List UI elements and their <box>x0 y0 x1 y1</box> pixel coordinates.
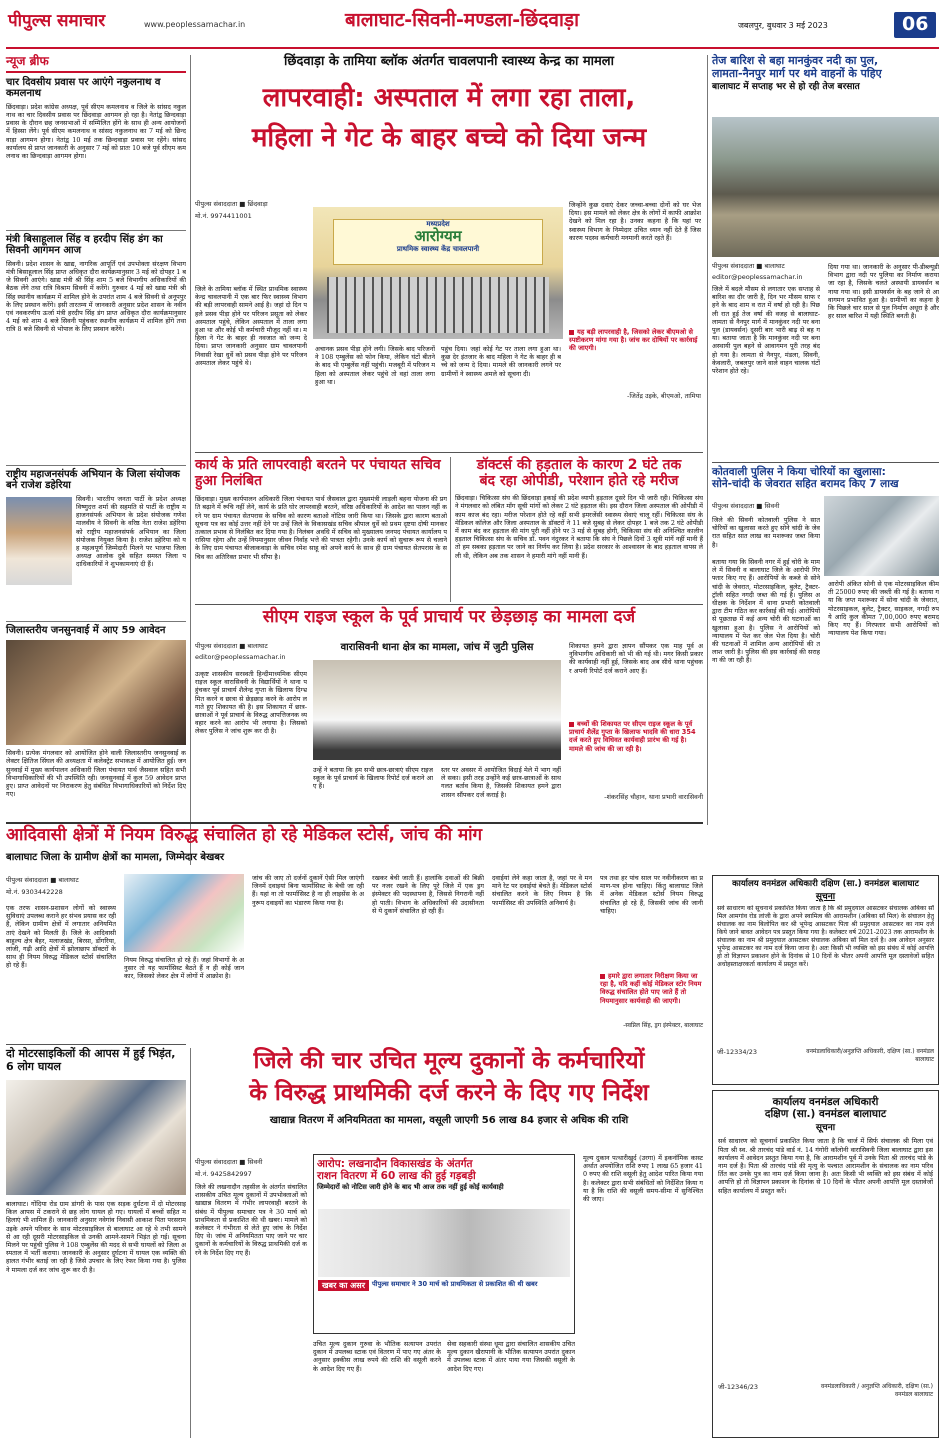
medical-mobile: मो.नं. 9303442228 <box>6 888 63 896</box>
lead-quote-by: -जितेंद्र उइके, बीएमओ, तामिया <box>626 392 701 400</box>
notice-1-signature: वनमंडलाधिकारी/अनुज्ञप्ति अधिकारी, दक्षिण (सा.) वनमंडल बालाघाट <box>806 1048 934 1063</box>
clip-text: पीपुल्स समाचार ने 30 मार्च को प्राथमिकता से प्रकाशित की थी खबर <box>372 1280 538 1288</box>
bike-headline: दो मोटरसाइकिलों की आपस में हुई भिड़ंत, 6 लोग घायल <box>6 1047 176 1073</box>
clip-label: खबर का असर <box>318 1280 369 1291</box>
brief-4-body: सिवनी। प्रत्येक मंगलवार को आयोजित होने वाली जिलास्तरीय जनसुनवाई कलेक्टर क्षितिज सिंघल की अध्यक्षता में कलेक्ट्रेट सभाकक्ष में आयोजित हुई। जनसुनवाई में मुख्य कार्यपालन अधिकारी जिला पंचायत पार्थ जैसवाल सहित सभी विभागाधिकारियों की भी उपस्थिति रही। जनसुनवाई में कुल 59 आवेदन प्राप्त हुए। प्राप्त आवेदनों पर निराकरण हेतु संबंधित विभागाधिकारियों को निर्देश दिए गए। <box>6 749 186 799</box>
hospital-photo <box>313 207 563 339</box>
cm-rise-byline: पीपुल्स संवाददाता ■ बालाघाट <box>195 642 268 650</box>
kotwali-story <box>712 466 939 871</box>
quote-marker-icon <box>600 974 605 979</box>
cm-rise-sub: वारासिवनी थाना क्षेत्र का मामला, जांच में जुटी पुलिस <box>340 642 534 653</box>
masthead-logo: पीपुल्स समाचार <box>8 11 106 31</box>
ration-col-3: सेवा सहकारी संस्था धूमा द्वारा संचालित शासकीय उचित मूल्य दुकान खैरापानी के भौतिक सत्यापन उपरांत दुकान में उपलब्ध स्टाक में अंतर पाया गया जिसकी वसूली के आदेश दिए गए। <box>447 1340 575 1373</box>
clipping-photo <box>318 1209 570 1277</box>
masthead-rule <box>6 47 939 49</box>
cm-rise-quote <box>569 720 703 753</box>
divider-panchayat <box>195 452 703 453</box>
students-photo <box>313 660 561 760</box>
divider-medical <box>6 822 703 824</box>
opd-headline-2: बंद रहा ओपीडी, परेशान होते रहे मरीज <box>479 473 679 490</box>
medical-col-6: पत्र तथा हर पांच साल पर नवीनीकरण का प्रमाण-पत्र होना चाहिए। किंतु बालाघाट जिले में अनेक मेडिकल स्टोर्स नियम विरुद्ध संचालित हो रहे हैं, जिसकी जांच की जानी चाहिए। <box>600 874 703 915</box>
opd-headline-1: डॉक्टर्स की हड़ताल के कारण 2 घंटे तक <box>476 457 682 473</box>
lead-col-1: जिले के तामिया ब्लॉक में स्थित प्राथमिक स्वास्थ्य केन्द्र चावलपानी में एक बार फिर स्वास्थ्य विभाग की बड़ी लापरवाही सामने आई है। जहां दो दिन पहले प्रसव पीड़ा होने पर परिजन प्रसूता को लेकर अस्पताल पहुंचे, लेकिन अस्पताल में ताला लगा हुआ था और कोई भी कर्मचारी मौजूद नहीं था। महिला ने गेट के बाहर ही नवजात को जन्म दे दिया। प्राप्त जानकारी अनुसार ग्राम चावलपानी निवासी रेखा धुर्वे को प्रसव पीड़ा होने पर परिजन अस्पताल लेकर पहुंचे थे। <box>195 285 307 367</box>
brief-1-title: चार दिवसीय प्रवास पर आएंगे नकुलनाथ व कमलनाथ <box>6 76 161 100</box>
cm-rise-col-1: उत्कृष्ट शासकीय सरस्वती हिन्दीमाध्यमिक सीएम राइज स्कूल वारासिवनी के विद्यार्थियों ने थाना पहुंचकर पूर्व प्राचार्य शैलेन्द्र गुप्ता के खिलाफ दिग्भ्रमित करने व छात्रा से छेड़छाड़ करने के आरोप लगाते हुए शिकायत की है। इस शिकायत में छात्र-छात्राओं ने पूर्व प्राचार्य के विरुद्ध आपत्तिजनक व्यवहार करने का आरोप भी लगाया है। जिसको लेकर पुलिस ने जांच शुरू कर दी है। <box>195 670 307 736</box>
panchayat-story <box>195 457 447 602</box>
inset-sub: जिम्मेदारों को नोटिस जारी होने के बाद भी आज तक नहीं हुई कोई कार्यवाही <box>317 1183 504 1192</box>
jansunwai-photo <box>6 640 186 745</box>
opd-body: छिंदवाड़ा। चिकित्सा संघ की छिंदवाड़ा इकाई की प्रदेश व्यापी हड़ताल दूसरे दिन भी जारी रही। चिकित्सा संघ ने मंगलवार को लंबित माँग सूची मांगों को लेकर 2 घंटे हड़ताल की। इस दौरान जिला अस्पताल की ओपीडी में काम काज बंद रहा। मरीज परेशान होते रहे वहीं सभी इमरजेंसी स्वास्थ्य सेवाएं चालू रहीं। चिकित्सा संघ के मेडिकल कॉलेज और जिला अस्पताल के डॉक्टरों ने 11 बजे सुबह से लेकर दोपहर 1 बजे तक 2 घंटे ओपीडी में काम बंद कर हड़ताल की मांग पूरी नहीं होने पर 3 मई से सुबह होगी, चिकित्सा संघ की अनिश्चित कालीन हड़ताल चिकित्सा संघ के सचिव डॉ. पवन नंदुरकर ने बताया कि संघ ने पिछले दिनों 3 सूत्री मांगें नहीं मानी हैं तो हम सबका हड़ताल पर जाने का निर्णय कर लिया है। प्रदेश सरकार के आश्वासन के बाद हड़ताल वापस ले ली थी, लेकिन अब तक शासन ने हमारी मांगे नहीं मानी हैं। <box>455 494 703 560</box>
rain-story <box>712 55 939 460</box>
notice-2-body: सर्व साधारण को सूचनार्थ प्रकाशित किया जाता है कि चार्ज में सिर्फ संचालक श्री मिला एवं पिता श्री स्व. श्री तारचंद पांडे वार्ड नं. 14 गंगोरी कॉलोनी वारासिवनी जिला बालाघाट द्वारा इस कार्यालय में आवेदन प्रस्तुत किया गया है, कि आरामशीन पूर्व में उनके पिता श्री तारचंद पांडे के नाम दर्ज है। पिता श्री तारचंद पांडे की मृत्यु के पश्चात आरामशीन के संचालक का नाम परिवर्तित कर उनके पुत्र का नाम दर्ज किया जाना है। अतः किसी भी व्यक्ति को इस संबंध में कोई आपत्ति हो तो विज्ञापन प्रकाशन के दिनांक से 10 दिनों के भीतर अपनी आपत्ति मूल दस्तावेजों सहित कार्यालय में प्रस्तुत करें। <box>718 1137 933 1195</box>
quote-marker-icon <box>569 722 574 727</box>
medical-byline: पीपुल्स संवाददाता ■ बालाघाट <box>6 876 79 884</box>
lead-quote <box>569 328 701 353</box>
cm-rise-quote-by: -शंकरसिंह चौहान, थाना प्रभारी वारासिवनी <box>604 793 703 801</box>
medical-col-4: रखकर बेची जाती हैं। हालांकि दवाओं की बिक्री पर नजर रखने के लिए पूरे जिले में एक ड्रग इंस्पेक्टर की पदस्थापना है, जिससे निगरानी नहीं हो पाती। विभाग के अधिकारियों की उदासीनता से ये दुकानें संचालित हो रही हैं। <box>372 874 484 915</box>
notice-2-subtitle: सूचना <box>815 1123 836 1134</box>
lead-quote-text: यह बड़ी लापरवाही है, जिसको लेकर बीएमओ से स्पष्टीकरण मांगा गया है। जांच कर दोषियों पर कार्रवाई की जाएगी। <box>569 328 698 353</box>
notice-2-signature: वनमंडलाधिकारी / अनुज्ञप्ति अधिकारी, दक्षिण (सा.) वनमंडल बालाघाट <box>820 1383 933 1399</box>
rain-email: editor@peoplessamachar.in <box>712 273 803 281</box>
lead-byline: पीपुल्स संवाददाता ■ छिंदवाड़ा <box>195 200 268 208</box>
seized-items-photo <box>824 496 939 576</box>
kotwali-headline-1: कोतवाली पुलिस ने किया चोरियों का खुलासा: <box>712 466 886 478</box>
brief-2-body: सिवनी। प्रदेश शासन के खाद्य, नागरिक आपूर्ति एवं उपभोक्ता संरक्षण विभाग मंत्री बिसाहूलाल सिंह प्राप्त अधिकृत दौरा कार्यक्रमानुसार 3 मई को दोपहर 1 बजे सिवनी आएंगे। खाद्य मंत्री श्री सिंह शाम 5 बजे विभागीय अधिकारियों की बैठक लेंगे तथा रात्रि विश्राम सिवनी में करेंगे। गुरुवार 4 मई को खाद्य मंत्री श्री सिंह स्थानीय कार्यक्रम में शामिल होने के उपरांत शाम 4 बजे सिवनी से अनूपपुर के लिए प्रस्थान करेंगे। इसी तारतम्य में जानकारी अनुसार प्रदेश शासन के नवीन एवं नवकरणीय ऊर्जा मंत्री हरदीप सिंह डंग प्राप्त अधिकृत दौरा कार्यक्रमानुसार 4 मई को शाम 4 बजे सिवनी पहुंचकर स्थानीय कार्यक्रम में शामिल होंगे तथा रात्रि 8 बजे सिवनी से भोपाल के लिए प्रस्थान करेंगे। <box>6 259 186 334</box>
rain-headline: लामता-नैनपुर मार्ग पर थमे वाहनों के पहिए <box>712 66 882 80</box>
accident-photo <box>6 1080 186 1195</box>
lead-kicker: छिंदवाड़ा के तामिया ब्लॉक अंतर्गत चावलपानी स्वास्थ्य केन्द्र का मामला <box>284 54 614 69</box>
medical-sub: बालाघाट जिला के ग्रामीण क्षेत्रों का मामला, जिम्मेदार बेखबर <box>6 851 225 863</box>
panchayat-body: छिंदवाड़ा। मुख्य कार्यपालन अधिकारी जिला पंचायत पार्थ जैसवाल द्वारा मुख्यमंत्री लाड़ली बहना योजना की प्रगति बढ़ाने में रूचि नहीं लेने, कार्य के प्रति घोर लापरवाही बरतने, वरिष्ठ अधिकारियों के आदेश का पालन नहीं करने पर ग्राम पंचायत सेतपरास के सचिव को कारण बताओ नोटिस जारी किया था। जिसके द्वारा कारण बताओ सूचना पत्र का कोई उत्तर नहीं देने पर उन्हें जिले के विकासखंड सचिव श्रीपाल धुर्वे को प्रथम दृष्टया दोषी मानकर तत्काल प्रभाव से निलंबित कर दिया गया है। निलंबन अवधि में सचिव को मुख्यालय जनपद पंचायत कार्यालय परासिया रहेगा और उन्हें नियमानुसार जीवन निर्वाह भत्ते की पात्रता रहेगी। उनके कार्य को सुचारू रूप से चलाने के लिए ग्राम पंचायत बीजाकवाड़ा के सचिव रमेश साहू को अपने कार्य के साथ ही ग्राम पंचायत सेतपरास के सचिव का अतिरिक्त प्रभार भी सौंपा है। <box>195 495 447 561</box>
rajesh-daheria-photo <box>6 497 72 585</box>
notice-1-title: कार्यालय वनमंडल अधिकारी दक्षिण (सा.) वनमंडल बालाघाट <box>732 879 919 889</box>
medical-quote-by: -स्वप्निल सिंह, ड्रग इंस्पेक्टर, बालाघाट <box>623 1022 703 1029</box>
lead-col-2: अचानक प्रसव पीड़ा होने लगी। जिसके बाद परिजनों ने 108 एम्बुलेंस को फोन किया, लेकिन घंटों बीतने के बाद भी एम्बुलेंस नहीं पहुंची। मजबूरी में परिजन महिला को अस्पताल लेकर पहुंचे तो वहां ताला लगा हुआ था। <box>315 345 435 386</box>
brief-3-body: सिवनी। भारतीय जनता पार्टी के प्रदेश अध्यक्ष विष्णुदत्त शर्मा की सहमति से पार्टी के राष्ट्रीय महाजनसंपर्क अभियान के प्रदेश संयोजक गणेश मालवीय ने सिवनी के वरिष्ठ नेता राजेश डहेरिया को राष्ट्रीय महाजनसंपर्क अभियान का जिला संयोजक नियुक्त किया है। राजेश डहेरिया को यह महत्वपूर्ण जिम्मेदारी मिलने पर भाजपा जिला अध्यक्ष आलोक दुबे सहित समस्त जिला पदाधिकारियों ने शुभकामनाएं दी हैं। <box>76 494 186 569</box>
divider-bike <box>6 1044 186 1045</box>
inset-headline: राशन वितरण में 60 लाख की हुई गड़बड़ी <box>317 1170 476 1183</box>
notice-1-subtitle: सूचना <box>815 891 836 902</box>
brief-2-title: मंत्री बिसाहूलाल सिंह व हरदीप सिंह डंग का सिवनी आगमन आज <box>6 230 186 257</box>
medicine-photo <box>124 874 244 952</box>
ration-headline-2: के विरुद्ध प्राथमिकी दर्ज करने के दिए गए निर्देश <box>249 1080 649 1107</box>
ration-col-4: मूल्य दुकान पत्थारीखुर्द (उरगा) में इकनॉमिक कास्ट अर्थात अपयोजित राशि रुपए 1 लाख 65 हजार 410 रुपए की राशि वसूली हेतु आदेश पारित किया गया है। कलेक्टर द्वारा सभी संबंधितों को निर्देशित किया गया है कि राशि की वसूली समय-सीमा में सुनिश्चित की जाए। <box>583 1154 703 1203</box>
ration-col-2: उचित मूल्य दुकान गुरुवा के भौतिक सत्यापन उपरांत दुकान में उपलब्ध स्टाक एवं वितरण में पाए गए अंतर के अनुसार इक्कीस लाख रुपये की राशि की वसूली करने के आदेश दिए गए हैं। <box>313 1340 441 1373</box>
sign-line-1: मध्यप्रदेश <box>426 220 450 228</box>
opd-story <box>455 457 703 602</box>
ration-col-1: जिले की लखनादौन तहसील के अंतर्गत संचालित शासकीय उचित मूल्य दुकानों में उपभोक्ताओं को खाद्यान्न वितरण में गंभीर लापरवाही बरतने के संबंध में पीपुल्स समाचार पत्र ने 30 मार्च को प्राथमिकता से प्रकाशित की थी खबर। मामले को कलेक्टर ने गंभीरता से लेते हुए जांच के निर्देश दिए थे। जांच में अनियमितता पाए जाने पर चार दुकानों के कर्मचारियों के विरुद्ध प्राथमिकी दर्ज करने के निर्देश दिए गए हैं। <box>195 1183 307 1257</box>
divider-panchayat-opd <box>450 457 451 602</box>
medical-quote <box>600 972 703 1005</box>
medical-headline: आदिवासी क्षेत्रों में नियम विरुद्ध संचालित हो रहे मेडिकल स्टोर्स, जांच की मांग <box>6 825 483 845</box>
bridge-photo <box>712 117 939 257</box>
page-number: 06 <box>894 12 936 38</box>
cm-rise-quote-text: बच्चों की शिकायत पर सीएम राइज स्कूल के पूर्व प्राचार्य शैलेंद्र गुप्ता के खिलाफ भादवि की धारा 354 दर्ज करते हुए विधिवत कार्यवाही प्रारंभ की गई है। मामले की जांच की जा रही है। <box>569 720 696 753</box>
divider-bike-ration <box>190 1048 191 1438</box>
bike-body: बालाघाट। गोंदिया रोड ग्राम डांगरी के पास एक सड़क दुर्घटना में दो मोटरसाइकिल आपस में टकराने से छह लोग घायल हो गए। घायलों में बच्चों सहित महिलाएं भी शामिल हैं। जानकारी अनुसार नवेगांव निवासी आकाश पिता परसराम उइके अपने परिवार के साथ मोटरसाइकिल से बालाघाट आ रहे थे तभी सामने से आ रही दूसरी मोटरसाइकिल से उनकी आमने-सामने भिड़ंत हो गई। सूचना मिलने पर पहुंची पुलिस ने 108 एम्बुलेंस की मदद से सभी घायलों को जिला अस्पताल में भर्ती कराया। जानकारी के अनुसार दुर्घटना में घायल एक व्यक्ति की हालत गंभीर बताई जा रही है जिसे उपचार के लिए रेफर किया गया है। पुलिस ने मामला दर्ज कर जांच शुरू कर दी है। <box>6 1200 186 1274</box>
notice-2-title-2: दक्षिण (सा.) वनमंडल बालाघाट <box>764 1108 887 1121</box>
medical-story <box>6 826 703 1040</box>
cm-rise-headline: सीएम राइज स्कूल के पूर्व प्राचार्य पर छेड़छाड़ का मामला दर्ज <box>262 607 636 627</box>
lead-mobile: मो.नं. 9974411001 <box>195 212 252 220</box>
medical-col-2: नियम विरुद्ध संचालित हो रहे हैं। जहां विभागों के अनुसार तो यह फार्मासिस्ट बैठते हैं न ही कोई जानकार, जिसको लेकर क्षेत्र में लोगों में आक्रोश है। <box>124 956 244 981</box>
rain-sub: बालाघाट में सप्ताह भर से हो रही तेज बरसात <box>712 82 860 93</box>
lead-col-3: पहुंच दिया। जहां कोई गेट पर ताला लगा हुआ था। कुछ देर इंतजार के बाद महिला ने गेट के बाहर ही बच्चे को जन्म दे दिया। मामले की जानकारी लगने पर ग्रामीणों ने स्वास्थ्य अमले को सूचना दी। <box>441 345 561 378</box>
cm-rise-col-3: स्तर पर अवसर में आयोजित विदाई मेले में भाग नहीं ले सका। इसी तरह उन्होंने कई छात्र-छात्राओं के साथ गलत बर्ताव किया है, जिसकी शिकायत हमने द्वारा शासन सौंपकर दर्ज कराई है। <box>441 766 561 799</box>
ration-mobile: मो.नं. 9425842997 <box>195 1170 252 1178</box>
cm-rise-col-4: शिकायत हमने द्वारा ज्ञापन सौंपकर एक माह पूर्व अनुविभागीय अधिकारी को भी की गई थी। मगर किसी प्रकार की कार्यवाही नहीं हुई, जिसके बाद अब सीधे थाना पहुंचकर अपनी रिपोर्ट दर्ज कराने आए हैं। <box>569 642 703 675</box>
masthead-edition: बालाघाट-सिवनी-मण्डला-छिंदवाड़ा <box>345 9 580 31</box>
notice-1-body: सर्व साधारण को सूचनार्थ प्रकाशित किया जाता है कि श्री प्रमुदयाल आसटकर संचालक अबिका सॉ मिल आमगांव रोड लांजी के द्वारा अपने स्वामित्व की आरामशीन (अबिका सॉ मिल) के संचालन हेतु संचालक का नाम बिलोपित कर श्री भूपेन्द्र आसटकर पिता श्री प्रमुदयाल आसटकर का नाम दर्ज किये जाने बावत आवेदन पत्र प्रस्तुत किया गया है। कलेक्टर वर्ष 2021-2023 तक आरामशीन के संचालक का नाम श्री प्रमुदयाल आसटकर संचालक अबिका सॉ मिल दर्ज है। अब आवेदन अनुसार भूपेन्द्र आसटकर का नाम दर्ज किया जाना है। अतः किसी भी व्यक्ति को इस संबंध में कोई आपत्ति हो तो विज्ञापन प्रकाशन होने के दिनांक से 10 दिनों के भीतर अपनी आपत्ति मूल दस्तावेजों सहित अधोहस्ताक्षरकर्ता कार्यालय में प्रस्तुत करें। <box>717 905 934 968</box>
masthead-date: जबलपुर, बुधवार 3 मई 2023 <box>738 21 828 30</box>
cm-rise-col-2: उन्हें ने बताया कि हम सभी छात्र-छात्राएं सीएम राइज स्कूल के पूर्व प्राचार्य के खिलाफ रिपोर्ट दर्ज कराने आए हैं। <box>313 766 433 791</box>
notice-2-ref: जी-12346/23 <box>718 1383 758 1392</box>
ration-story <box>195 1048 703 1440</box>
brief-1-body: छिंदवाड़ा। प्रदेश कांग्रेस अध्यक्ष, पूर्व सीएम कमलनाथ व जिले के सांसद नकुलनाथ का चार दिवसीय प्रवास पर छिंदवाड़ा आगमन हो रहा है। नेतांद्व छिन्दवाड़ा प्रवास के दौरान छह जनसभाओं में सम्मिलित होंगे के साथ ही अन्य आयोजनों में हिस्सा लेंगे। पूर्व सीएम कमलनाथ व सांसद नकुलनाथ का 7 मई को छिन्दवाड़ा आगमन होगा। नेतांद्व 10 मई तक छिन्दवाड़ा प्रवास पर रहेंगे। सांसद कार्यालय से प्राप्त जानकारी के अनुसार 7 मई को प्रातः 10 बजे पूर्व सीएम कमलनाथ का छिन्दवाड़ा आगमन होगा। <box>6 102 186 160</box>
masthead <box>0 0 945 50</box>
kotwali-body: बताया गया कि सिवनी नगर में हुई चोरी के मामले में सिवनी व बालाघाट जिले के आरोपी गिरफ्तार किए गए हैं। आरोपियों के कब्जे से सोने चांदी के जेवरात, मोटरसाइकिल, बुलेट, ट्रैक्टर-ट्रॉली सहित नगदी जब्त की गई है। पुलिस अधीक्षक के निर्देशन में थाना प्रभारी कोतवाली द्वारा टीम गठित कर कार्रवाई की गई। आरोपियों से पूछताछ में कई अन्य चोरी की घटनाओं का खुलासा हुआ है। पुलिस ने आरोपियों को न्यायालय में पेश कर जेल भेज दिया है। चोरी की घटनाओं में शामिल अन्य आरोपियों की तलाश जारी है। पुलिस की इस कार्रवाई की सराहना की जा रही है। <box>712 558 820 665</box>
kotwali-headline-2: सोने-चांदी के जेवरात सहित बरामद किए 7 लाख <box>712 478 899 491</box>
notice-1-ref: जी-12334/23 <box>717 1048 757 1057</box>
ration-headline-1: जिले की चार उचित मूल्य दुकानों के कर्मचारियों <box>253 1048 645 1074</box>
notice-2-title-1: कार्यालय वनमंडल अधिकारी <box>772 1096 879 1108</box>
panchayat-headline: कार्य के प्रति लापरवाही बरतने पर पंचायत सचिव हुआ निलंबित <box>195 457 441 490</box>
divider-cm-rise <box>195 604 703 605</box>
forest-notice-1 <box>712 875 939 1085</box>
masthead-site: www.peoplessamachar.in <box>144 20 246 29</box>
divider-kotwali <box>712 462 939 463</box>
quote-marker-icon <box>569 330 574 335</box>
lead-headline-1: लापरवाही: अस्पताल में लगा रहा ताला, <box>262 82 636 113</box>
medical-col-3: जांच की जाए तो दर्जनों दुकानें ऐसी मिल जाएंगी जिनमें दवाइयां बिना फार्मासिस्ट के बेची जा रही हैं। यहां ना तो फार्मासिस्ट है ना ही लाइसेंस के अनुरूप दवाइयों का भंडारण किया गया है। <box>252 874 364 907</box>
inset-kicker: आरोप: लखनादौन विकासखंड के अंतर्गत <box>317 1158 473 1170</box>
kotwali-byline: पीपुल्स संवाददाता ■ सिवनी <box>712 502 780 510</box>
medical-col-1: एक तरफ शासन-प्रशासन लोगों को स्वास्थ्य सुविधाएं उपलब्ध कराने हर संभव प्रयास कर रही है, लेकिन ग्रामीण क्षेत्रों में लगातार अनियमितताएं देखने को मिलती हैं। जिले के आदिवासी बाहुल्य क्षेत्र बैहर, मलाजखंड, बिरसा, डोंगरिया, लांजी, गढ़ी आदि क्षेत्रों में झोलाछाप डॉक्टरों के साथ ही नियम विरुद्ध मेडिकल स्टोर्स संचालित हो रहे हैं। <box>6 904 116 970</box>
ration-sub: खाद्यान्न वितरण में अनियमितता का मामला, वसूली जाएगी 56 लाख 84 हजार से अधिक की राशि <box>269 1114 629 1126</box>
kotwali-body-2: आरोपी अंकित सोनी से एक मोटरसाइकिल कीमती 25000 रुपए की जब्ती की गई है। बताया गया कि जप्त मशरूका में सोना चांदी के जेवरात, मोटरसाइकल, बुलेट, ट्रैक्टर, साइकल, नगदी रुपये आदि कुल कीमत 7,00,000 रुपए बरामद किए गए हैं। गिरफ्तार सभी आरोपियों को न्यायालय पेश किया गया। <box>828 580 939 638</box>
cm-rise-email: editor@peoplessamachar.in <box>195 653 286 661</box>
rain-byline: पीपुल्स संवाददाता ■ बालाघाट <box>712 262 785 270</box>
brief-4-title: जिलास्तरीय जनसुनवाई में आए 59 आवेदन <box>6 621 186 637</box>
lead-col-4: जिन्होंने कुछ दवाएं देकर जच्चा-बच्चा दोनों को घर भेज दिया। इस मामले को लेकर क्षेत्र के लोगों में काफी आक्रोश देखने को मिल रहा है। उनका कहना है कि यहां पर स्वास्थ्य विभाग के निम्मेदार उचित ध्यान नहीं देते हैं जिस कारण पदस्थ कर्मचारी मनमानी करते रहते हैं। <box>569 201 701 242</box>
divider-right-column <box>707 55 708 825</box>
medical-quote-text: हमारे द्वारा लगातार निरीक्षण किया जा रहा है, यदि कहीं कोई मेडिकल स्टोर नियम विरुद्ध संचालित होते पाए जाते हैं तो नियमानुसार कार्यवाही की जाएगी। <box>600 972 702 1005</box>
cm-rise-story <box>195 608 703 820</box>
brief-3-title: राष्ट्रीय महाजनसंपर्क अभियान के जिला संयोजक बने राजेश डहेरिया <box>6 465 186 492</box>
kotwali-intro: जिले की सिवनी कोतवाली पुलिस ने सात चोरियों का खुलासा करते हुए सोने चांदी के जेवरात सहित सात लाख का मशरूका जब्त किया है। <box>712 516 820 549</box>
news-brief-label: न्यूज ब्रीफ <box>6 55 186 73</box>
sign-line-2: आरोग्यम <box>414 226 462 245</box>
rain-col-2: दिया गया था। जानकारी के अनुसार पी-डीब्ल्यूडी विभाग द्वारा नदी पर पुलिया का निर्माण कराया जा रहा है, जिसके चलते अस्थायी डायवर्सन बनाया गया था। इसी डायवर्सन के बह जाने से आवागमन प्रभावित हुआ है। ग्रामीणों का कहना है कि पिछले चार साल से पुल निर्माण अधूरा है और हर साल बारिश में यही स्थिति बनती है। <box>828 263 939 321</box>
ration-byline: पीपुल्स संवाददाता ■ सिवनी <box>195 1158 263 1166</box>
divider-brief <box>190 55 191 865</box>
lead-story <box>195 55 703 450</box>
bike-story <box>6 1048 186 1438</box>
sign-line-3: प्राथमिक स्वास्थ्य केंद्र चावलपानी <box>396 244 480 253</box>
ration-inset <box>313 1154 575 1334</box>
rain-kicker: तेज बारिश से बहा मानकुंवर नदी का पुल, <box>712 54 879 67</box>
forest-notice-2 <box>712 1090 939 1438</box>
lead-headline-2: महिला ने गेट के बाहर बच्चे को दिया जन्म <box>251 122 647 153</box>
rain-col-1: जिले में बदले मौसम से लगातार एक सप्ताह से बारिश का दौर जारी है, दिन भर मौसम साफ रहने के बाद शाम व रात में वर्षा हो रही है। पिछली रात हुई तेज वर्षा की वजह से बालाघाट-लामता से नैनपुर मार्ग में मानकुंवर नदी पर बना पुल (डायवर्सन) दूसरी बार भारी बाढ़ से बह गया। बताया जाता है कि मानकुंवर नदी पर बना अस्थायी पुल बहने से आवागमन पूरी तरह बंद हो गया है। लामता से नैनपुर, मंडला, सिवनी, केवलारी, जबलपुर जाने वाले वाहन चालक घंटों परेशान होते रहे। <box>712 285 820 375</box>
medical-col-5: दवाईयां लेने कहा जाता है, जहां पर वे मनमाने रेट पर दवाईयां बेचते हैं। मेडिकल स्टोर्स संचालित करने के लिए नियम है कि फार्मासिस्ट की उपस्थिति अनिवार्य है। <box>492 874 592 907</box>
news-brief-column <box>6 55 186 865</box>
